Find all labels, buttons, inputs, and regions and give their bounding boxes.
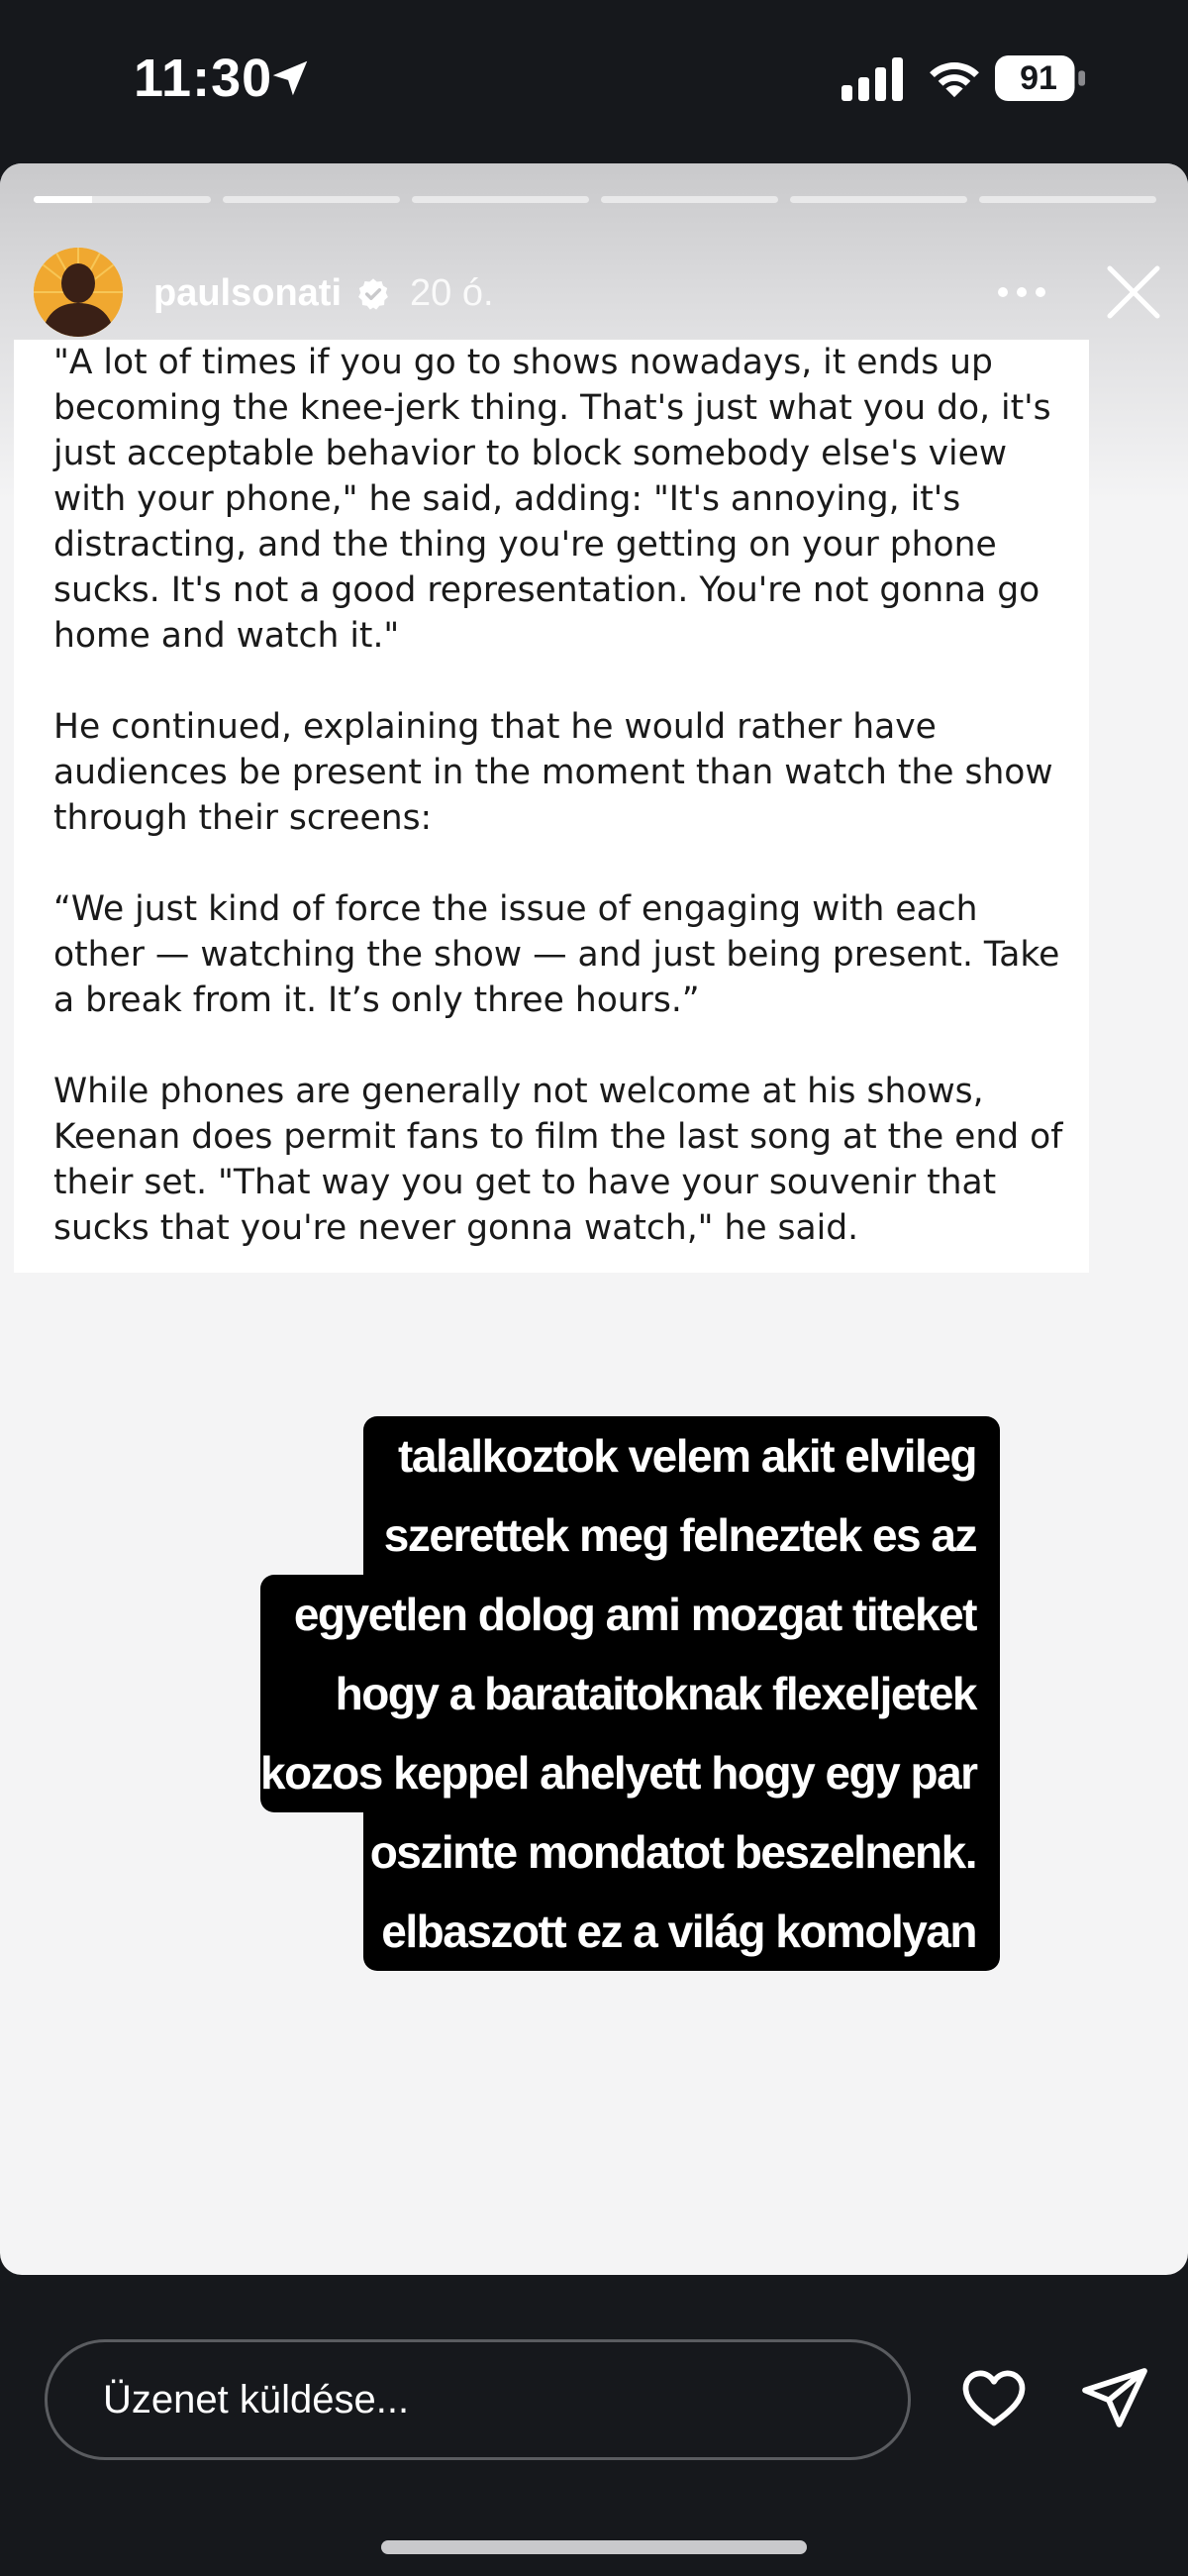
battery-level: 91 <box>1020 59 1057 97</box>
close-icon[interactable] <box>1104 262 1163 322</box>
story-timestamp: 20 ó. <box>410 272 494 314</box>
sticker-line: szerettek meg felneztek es az <box>363 1495 1000 1575</box>
wifi-icon <box>926 55 983 101</box>
article-paragraph: “We just kind of force the issue of engaging with each other — watching the show — and just being present. Take a break from it. It’s only three hours.” <box>53 889 1060 1020</box>
progress-segment <box>790 196 967 203</box>
article-paragraph: While phones are generally not welcome at his shows, Keenan does permit fans to film the last song at the end of their set. "That way you get to have your souvenir that sucks that you're never gonna watch," he said. <box>53 1072 1063 1248</box>
article-paragraph: He continued, explaining that he would rather have audiences be present in the moment than watch the show through their screens: <box>53 707 1053 838</box>
sticker-line: kozos keppel ahelyett hogy egy par <box>260 1733 1000 1812</box>
sticker-line: egyetlen dolog ami mozgat titeket <box>260 1575 1000 1654</box>
story-progress-bar <box>34 196 1156 204</box>
location-arrow-icon <box>267 55 313 101</box>
sticker-line: oszinte mondatot beszelnenk. <box>363 1812 1000 1892</box>
progress-segment <box>412 196 589 203</box>
send-icon[interactable] <box>1079 2362 1150 2433</box>
status-bar <box>0 0 1188 158</box>
more-horizontal-icon[interactable] <box>995 284 1048 300</box>
verified-badge-icon <box>356 277 390 311</box>
avatar-image <box>34 248 123 337</box>
avatar[interactable] <box>34 248 123 337</box>
heart-icon[interactable] <box>958 2362 1030 2433</box>
sticker-line: talalkoztok velem akit elvileg <box>363 1416 1000 1495</box>
home-indicator <box>381 2540 807 2554</box>
progress-segment <box>34 196 211 203</box>
article-screenshot <box>14 340 1089 1273</box>
progress-segment <box>223 196 400 203</box>
article-paragraph: "A lot of times if you go to shows nowadays, it ends up becoming the knee-jerk thing. That's just what you do, it's just acceptable behavior to block somebody else's view with your phone," he said, adding: "It's annoying, it's distracting, and the thing you're getting on your phone sucks. It's not a good representation. You're not gonna go home and watch it." <box>53 343 1051 656</box>
sticker-line: hogy a barataitoknak flexeljetek <box>260 1654 1000 1733</box>
progress-segment <box>601 196 778 203</box>
story-username[interactable]: paulsonati <box>153 272 343 314</box>
status-time: 11:30 <box>134 49 273 108</box>
message-input[interactable] <box>45 2339 911 2460</box>
sticker-line: elbaszott ez a világ komolyan <box>363 1892 1000 1971</box>
progress-segment <box>979 196 1156 203</box>
story-viewer[interactable] <box>0 163 1188 2275</box>
progress-fill <box>34 196 92 203</box>
cellular-signal-icon <box>842 57 905 101</box>
